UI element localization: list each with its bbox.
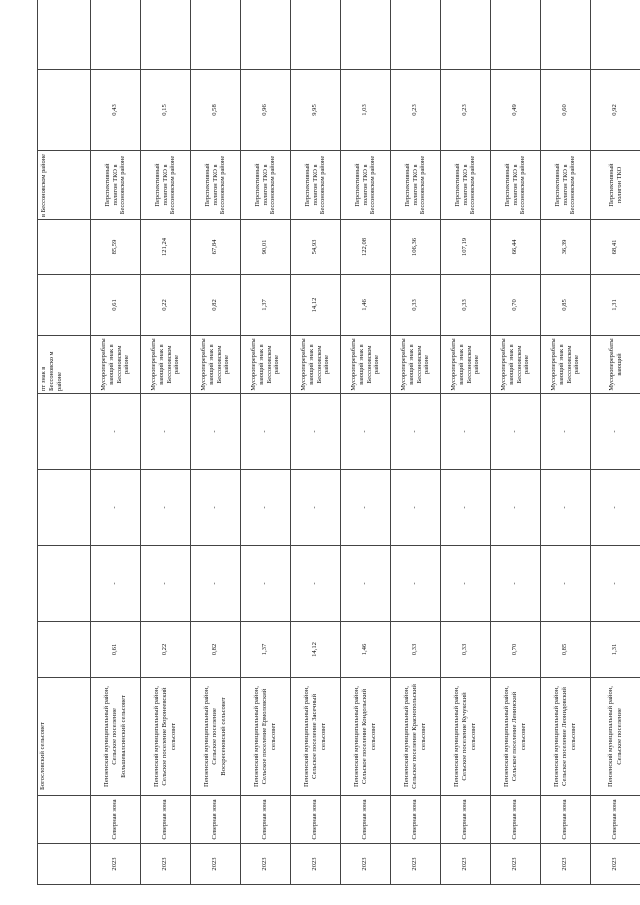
- cell-d1: -: [541, 546, 591, 622]
- cell-year: 2023: [541, 844, 591, 885]
- cell-v5: [391, 0, 441, 70]
- table-row: [441, 0, 491, 885]
- table-row: [491, 0, 541, 885]
- cell-v3: 106,36: [391, 220, 441, 275]
- cell-obj2: Перспективный полигон ТКО в Бессоновском районе: [141, 151, 191, 220]
- cell-obj1: Мусороперерабатывающий знак в Бессоновском районе: [291, 336, 341, 394]
- table-row: [91, 0, 141, 885]
- header-v2: [38, 275, 91, 336]
- cell-zone: Северная зона: [91, 796, 141, 844]
- cell-v2: 0,85: [541, 275, 591, 336]
- cell-v5: [191, 0, 241, 70]
- cell-zone: Северная зона: [541, 796, 591, 844]
- cell-obj2: Перспективный полигон ТКО в Бессоновском районе: [91, 151, 141, 220]
- table-row: [541, 0, 591, 885]
- cell-v3: 36,39: [541, 220, 591, 275]
- cell-name: Пензенский муниципальный район, Сельское поселение Леонидовский сельсовет: [541, 678, 591, 796]
- cell-year: 2023: [441, 844, 491, 885]
- cell-v2: 1,46: [341, 275, 391, 336]
- cell-zone: Северная зона: [291, 796, 341, 844]
- cell-zone: Северная зона: [441, 796, 491, 844]
- cell-obj1: Мусороперерабатывающий знак в Бессоновском районе: [91, 336, 141, 394]
- header-v4: [38, 70, 91, 151]
- cell-obj1: Мусороперерабатывающий знак в Бессоновском районе: [391, 336, 441, 394]
- cell-zone: Северная зона: [191, 796, 241, 844]
- cell-d1: -: [91, 546, 141, 622]
- cell-v3: 122,08: [341, 220, 391, 275]
- cell-v1: 1,46: [341, 622, 391, 678]
- cell-year: 2023: [391, 844, 441, 885]
- cell-name: Пензенский муниципальный район, Сельское поселение Ленинский сельсовет: [491, 678, 541, 796]
- cell-v5: [91, 0, 141, 70]
- cell-v2: 1,31: [591, 275, 640, 336]
- cell-obj1: Мусороперерабатывающий знак в Бессоновском районе: [541, 336, 591, 394]
- cell-d3: -: [591, 394, 640, 470]
- cell-d1: -: [241, 546, 291, 622]
- cell-v2: 0,33: [441, 275, 491, 336]
- cell-year: 2023: [241, 844, 291, 885]
- cell-obj1: Мусороперерабатывающий знак в Бессоновском районе: [191, 336, 241, 394]
- cell-d2: -: [191, 470, 241, 546]
- cell-d1: -: [141, 546, 191, 622]
- cell-obj2: Перспективный полигон ТКО в Бессоновском районе: [341, 151, 391, 220]
- cell-d3: -: [341, 394, 391, 470]
- cell-v5: [541, 0, 591, 70]
- cell-v4: 0,96: [241, 70, 291, 151]
- cell-year: 2023: [91, 844, 141, 885]
- cell-name: Пензенский муниципальный район, Сельское поселение Засечный сельсовет: [291, 678, 341, 796]
- cell-d1: -: [491, 546, 541, 622]
- cell-v3: 54,93: [291, 220, 341, 275]
- cell-v5: [141, 0, 191, 70]
- cell-d2: -: [491, 470, 541, 546]
- cell-v1: 0,33: [391, 622, 441, 678]
- cell-v1: 0,61: [91, 622, 141, 678]
- header-row: [38, 0, 91, 885]
- cell-v4: 1,03: [341, 70, 391, 151]
- cell-year: 2023: [591, 844, 640, 885]
- cell-v3: 68,41: [591, 220, 640, 275]
- cell-name: Пензенский муниципальный район, Сельское поселение Большевалсинский сельсовет: [91, 678, 141, 796]
- cell-v5: [591, 0, 640, 70]
- header-zone: [38, 796, 91, 844]
- cell-d1: -: [191, 546, 241, 622]
- table-row: [291, 0, 341, 885]
- cell-v5: [491, 0, 541, 70]
- table-row: [341, 0, 391, 885]
- table-row: [591, 0, 640, 885]
- cell-v2: 0,70: [491, 275, 541, 336]
- cell-v4: 0,60: [541, 70, 591, 151]
- cell-v5: [291, 0, 341, 70]
- cell-v1: 1,37: [241, 622, 291, 678]
- cell-d1: -: [591, 546, 640, 622]
- cell-d2: -: [341, 470, 391, 546]
- cell-v3: 90,01: [241, 220, 291, 275]
- cell-name: Пензенский муниципальный район, Сельское поселение Краснопольский сельсовет: [391, 678, 441, 796]
- cell-v1: 0,22: [141, 622, 191, 678]
- cell-d3: -: [191, 394, 241, 470]
- cell-d2: -: [141, 470, 191, 546]
- cell-obj1: Мусороперерабатывающий знак в Бессоновском районе: [141, 336, 191, 394]
- cell-zone: Северная зона: [141, 796, 191, 844]
- cell-v3: 85,59: [91, 220, 141, 275]
- table-row: [241, 0, 291, 885]
- cell-v3: 66,44: [491, 220, 541, 275]
- cell-year: 2023: [491, 844, 541, 885]
- cell-v1: 0,82: [191, 622, 241, 678]
- cell-name: Пензенский муниципальный район, Сельское поселение Ермоловский сельсовет: [241, 678, 291, 796]
- cell-d1: -: [441, 546, 491, 622]
- header-obj1: пт знак в Бессоновско м районе: [38, 336, 91, 394]
- cell-name: Пензенский муниципальный район, Сельское поселение Кучукский сельсовет: [441, 678, 491, 796]
- cell-obj1: Мусороперерабатывающий: [591, 336, 640, 394]
- cell-year: 2023: [341, 844, 391, 885]
- cell-zone: Северная зона: [341, 796, 391, 844]
- cell-obj2: Перспективный полигон ТКО в Бессоновском районе: [391, 151, 441, 220]
- cell-d3: -: [491, 394, 541, 470]
- cell-v3: 107,19: [441, 220, 491, 275]
- cell-d3: -: [391, 394, 441, 470]
- cell-d3: -: [441, 394, 491, 470]
- cell-obj2: Перспективный полигон ТКО в Бессоновском районе: [191, 151, 241, 220]
- cell-obj2: Перспективный полигон ТКО в Бессоновском районе: [541, 151, 591, 220]
- table-row: [391, 0, 441, 885]
- cell-obj2: Перспективный полигон ТКО в Бессоновском районе: [491, 151, 541, 220]
- waste-flow-table: [37, 0, 640, 885]
- header-d2: [38, 470, 91, 546]
- cell-v4: 0,23: [391, 70, 441, 151]
- header-v1: [38, 622, 91, 678]
- cell-obj2: Перспективный полигон ТКО в Бессоновском районе: [241, 151, 291, 220]
- cell-d1: -: [291, 546, 341, 622]
- header-year: [38, 844, 91, 885]
- cell-name: Пензенский муниципальный район, Сельское поселение Воскресеновский сельсовет: [191, 678, 241, 796]
- cell-year: 2023: [291, 844, 341, 885]
- cell-obj2: Перспективный полигон ТКО: [591, 151, 640, 220]
- cell-year: 2023: [141, 844, 191, 885]
- cell-d3: -: [291, 394, 341, 470]
- cell-zone: Северная зона: [591, 796, 640, 844]
- cell-v4: 0,49: [491, 70, 541, 151]
- cell-d3: -: [541, 394, 591, 470]
- cell-d1: -: [341, 546, 391, 622]
- cell-name: Пензенский муниципальный район, Сельское поселение Воронеевский сельсовет: [141, 678, 191, 796]
- cell-d2: -: [391, 470, 441, 546]
- table-row: [141, 0, 191, 885]
- cell-d3: -: [241, 394, 291, 470]
- cell-v2: 0,22: [141, 275, 191, 336]
- cell-d2: -: [441, 470, 491, 546]
- cell-zone: Северная зона: [491, 796, 541, 844]
- cell-v4: 0,92: [591, 70, 640, 151]
- cell-obj2: Перспективный полигон ТКО в Бессоновском районе: [441, 151, 491, 220]
- cell-zone: Северная зона: [241, 796, 291, 844]
- cell-v4: 0,23: [441, 70, 491, 151]
- header-d1: [38, 546, 91, 622]
- table-row: [191, 0, 241, 885]
- cell-v4: 0,15: [141, 70, 191, 151]
- cell-v2: 0,61: [91, 275, 141, 336]
- header-d3: [38, 394, 91, 470]
- header-obj2: в Бессоновском районе: [38, 151, 91, 220]
- cell-v5: [241, 0, 291, 70]
- cell-d2: -: [91, 470, 141, 546]
- header-name: Богословский сельсовет: [38, 678, 91, 796]
- cell-v2: 0,33: [391, 275, 441, 336]
- cell-v4: 9,95: [291, 70, 341, 151]
- cell-v4: 0,58: [191, 70, 241, 151]
- cell-d3: -: [141, 394, 191, 470]
- cell-d3: -: [91, 394, 141, 470]
- cell-obj2: Перспективный полигон ТКО в Бессоновском районе: [291, 151, 341, 220]
- header-v5: [38, 0, 91, 70]
- cell-v1: 0,85: [541, 622, 591, 678]
- cell-d2: -: [591, 470, 640, 546]
- cell-v1: 0,33: [441, 622, 491, 678]
- cell-v4: 0,43: [91, 70, 141, 151]
- cell-v5: [341, 0, 391, 70]
- cell-v2: 0,82: [191, 275, 241, 336]
- cell-obj1: Мусороперерабатывающий знак в Бессоновском районе: [341, 336, 391, 394]
- cell-d2: -: [541, 470, 591, 546]
- cell-name: Пензенский муниципальный район, Сельское поселение Кондольский сельсовет: [341, 678, 391, 796]
- cell-v1: 0,70: [491, 622, 541, 678]
- cell-v2: 14,12: [291, 275, 341, 336]
- cell-obj1: Мусороперерабатывающий знак в Бессоновском районе: [241, 336, 291, 394]
- cell-obj1: Мусороперерабатывающий знак в Бессоновском районе: [441, 336, 491, 394]
- cell-name: Пензенский муниципальный район, Сельское поселение: [591, 678, 640, 796]
- cell-d2: -: [241, 470, 291, 546]
- cell-v3: 121,24: [141, 220, 191, 275]
- cell-v2: 1,37: [241, 275, 291, 336]
- header-v3: [38, 220, 91, 275]
- cell-v3: 67,84: [191, 220, 241, 275]
- cell-zone: Северная зона: [391, 796, 441, 844]
- rotated-table-frame: [37, 25, 623, 885]
- cell-v1: 14,12: [291, 622, 341, 678]
- cell-year: 2023: [191, 844, 241, 885]
- cell-v1: 1,31: [591, 622, 640, 678]
- cell-v5: [441, 0, 491, 70]
- cell-obj1: Мусороперерабатывающий знак в Бессоновском районе: [491, 336, 541, 394]
- cell-d1: -: [391, 546, 441, 622]
- cell-d2: -: [291, 470, 341, 546]
